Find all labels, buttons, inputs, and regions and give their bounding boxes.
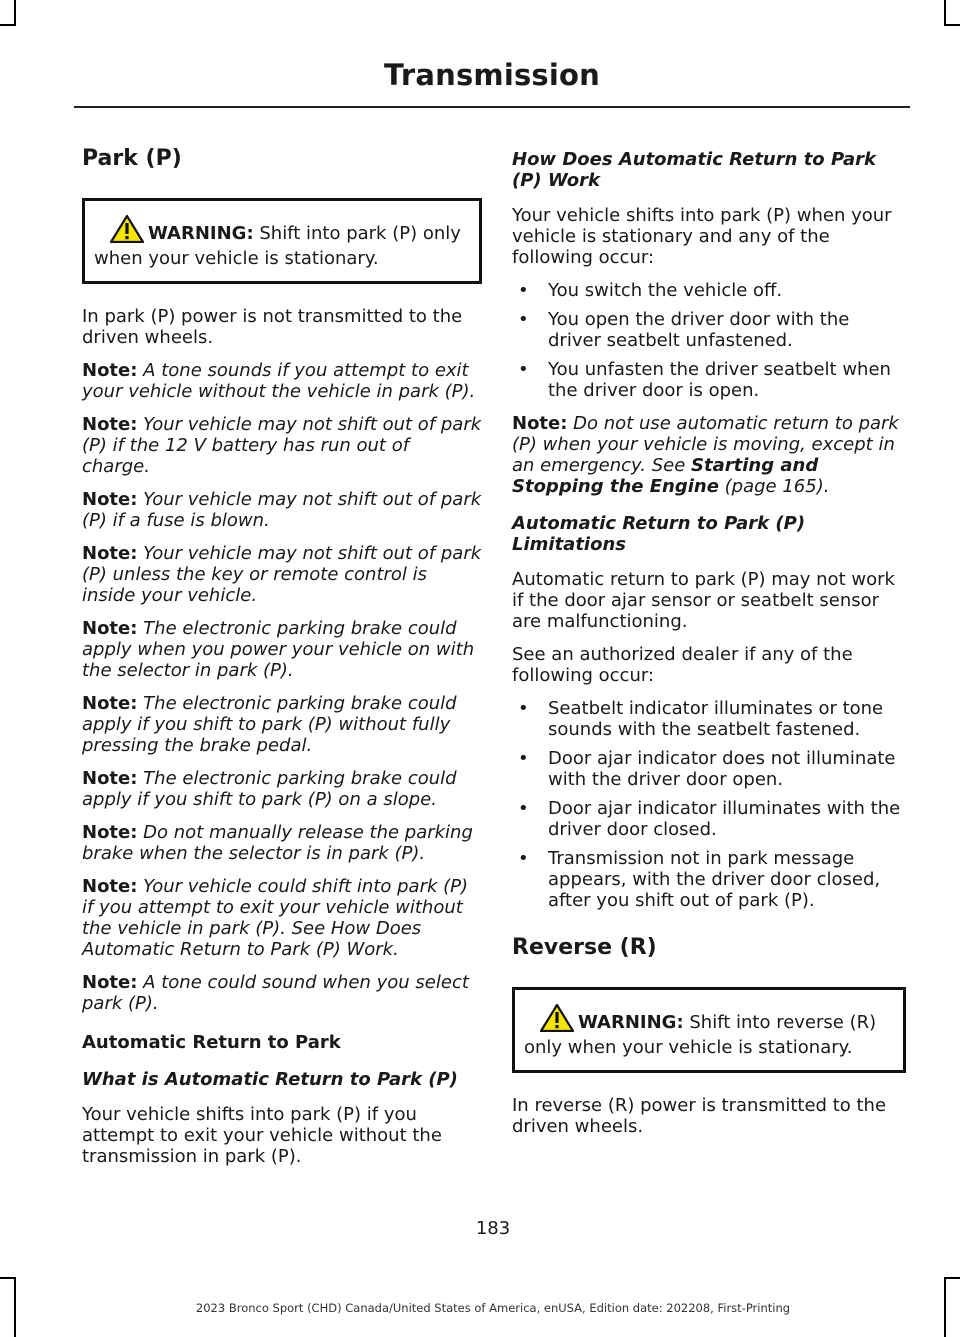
crop-mark: [0, 24, 16, 26]
limitations-heading: Automatic Return to Park (P) Limitations: [512, 513, 806, 555]
auto-return-heading: Automatic Return to Park: [82, 1032, 341, 1053]
crop-mark: [0, 1277, 16, 1279]
list-item: • Seatbelt indicator illuminates or tone sounds with the seatbelt fastened.: [518, 698, 884, 740]
page-title: Transmission: [384, 58, 600, 92]
how-bullets: [512, 280, 906, 401]
list-item: • Transmission not in park message appears, with the driver door closed, after you shift out of park (P).: [518, 848, 881, 911]
dealer-text: See an authorized dealer if any of the following occur:: [512, 644, 853, 686]
crop-mark: [14, 0, 16, 26]
note: Note: Your vehicle may not shift out of park (P) if a fuse is blown.: [82, 489, 482, 531]
warning-text: Shift into reverse (R) only when your vehicle is stationary.: [524, 1012, 877, 1058]
reverse-text: In reverse (R) power is transmitted to the driven wheels.: [512, 1095, 887, 1137]
list-item: • Door ajar indicator does not illuminate with the driver door open.: [518, 748, 896, 790]
how-text: Your vehicle shifts into park (P) when your vehicle is stationary and any of the following occur:: [512, 205, 892, 268]
park-intro: In park (P) power is not transmitted to the driven wheels.: [82, 306, 463, 348]
note: Note: Your vehicle may not shift out of park (P) if the 12 V battery has run out of charge.: [82, 414, 482, 477]
limitations-text: Automatic return to park (P) may not work if the door ajar sensor or seatbelt sensor are malfunctioning.: [512, 569, 895, 632]
list-item: • You unfasten the driver seatbelt when the driver door is open.: [518, 359, 891, 401]
crop-mark: [944, 1277, 960, 1279]
park-heading: Park (P): [82, 146, 182, 171]
crop-mark: [944, 24, 960, 26]
note: Note: A tone could sound when you select park (P).: [82, 972, 469, 1014]
warning-triangle-icon: [110, 215, 144, 248]
reverse-heading: Reverse (R): [512, 935, 657, 960]
notes-list: [82, 360, 482, 1014]
page-number: 183: [475, 1218, 511, 1239]
note: Note: A tone sounds if you attempt to exit your vehicle without the vehicle in park (P).: [82, 360, 476, 402]
note: Note: Do not manually release the parking brake when the selector is in park (P).: [82, 822, 473, 864]
warning-label: WARNING:: [578, 1012, 684, 1033]
warning-triangle-icon: [540, 1004, 574, 1037]
note: Note: Do not use automatic return to park (P) when your vehicle is moving, except in an emergency. See Starting and Stopping the Engine (page 165).: [512, 413, 899, 497]
note: Note: Your vehicle may not shift out of park (P) unless the key or remote control is inside your vehicle.: [82, 543, 482, 606]
header-rule: [74, 106, 910, 108]
note: Note: The electronic parking brake could apply if you shift to park (P) on a slope.: [82, 768, 457, 810]
warning-box: [82, 198, 482, 284]
what-is-heading: What is Automatic Return to Park (P): [82, 1069, 458, 1090]
note: Note: The electronic parking brake could apply when you power your vehicle on with the selector in park (P).: [82, 618, 475, 681]
left-column: [82, 140, 482, 1179]
how-heading: How Does Automatic Return to Park (P) Work: [512, 149, 876, 191]
list-item: • You open the driver door with the driver seatbelt unfastened.: [518, 309, 850, 351]
right-column: [512, 140, 906, 1149]
note: Note: Your vehicle could shift into park (P) if you attempt to exit your vehicle without the vehicle in park (P). See How Does Automatic Return to Park (P) Work.: [82, 876, 469, 960]
cross-reference-link[interactable]: Starting and Stopping the Engine: [512, 455, 819, 497]
warning-label: WARNING:: [148, 223, 254, 244]
crop-mark: [944, 0, 946, 26]
list-item: • Door ajar indicator illuminates with the driver door closed.: [518, 798, 901, 840]
footer-text: 2023 Bronco Sport (CHD) Canada/United States of America, enUSA, Edition date: 202208, First-Printing: [195, 1301, 791, 1315]
note: Note: The electronic parking brake could apply if you shift to park (P) without fully pressing the brake pedal.: [82, 693, 457, 756]
list-item: • You switch the vehicle off.: [518, 280, 783, 301]
warning-box: [512, 987, 906, 1073]
what-is-text: Your vehicle shifts into park (P) if you attempt to exit your vehicle without the transmission in park (P).: [82, 1104, 442, 1167]
dealer-bullets: [512, 698, 906, 911]
warning-text: Shift into park (P) only when your vehicle is stationary.: [94, 223, 461, 269]
